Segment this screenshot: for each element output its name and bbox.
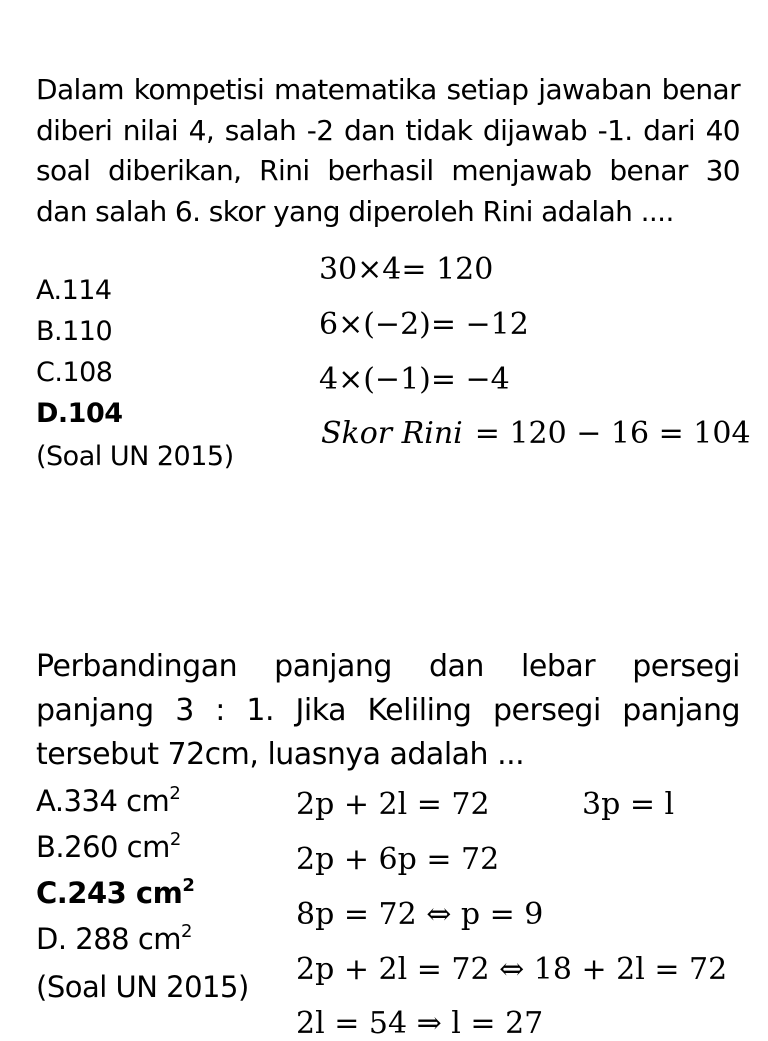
step-1-lhs: 30×4 bbox=[319, 252, 402, 287]
step-3-lhs: 4×(−1) bbox=[319, 362, 431, 397]
problem-2-step-1-side: 3p = l bbox=[582, 787, 675, 822]
problem-1-step-1 bbox=[319, 252, 493, 287]
problem-2-text: Perbandingan panjang dan lebar persegi panjang 3 : 1. Jika Keliling persegi panjang tersebut 72cm, luasnya adalah ... bbox=[36, 649, 740, 772]
problem-2-step-1: 2p + 2l = 72 bbox=[296, 787, 490, 822]
problem-1-option-a: A.114 bbox=[36, 275, 112, 306]
step-2-rhs: = −12 bbox=[430, 307, 529, 342]
problem-1-option-b: B.110 bbox=[36, 316, 113, 347]
problem-2-step-2: 2p + 6p = 72 bbox=[296, 842, 500, 877]
problem-2-step-5: 2l = 54 ⇒ l = 27 bbox=[296, 1006, 544, 1041]
problem-2-option-d: D. 288 $cm^2$ bbox=[36, 921, 192, 956]
step-4-label: Skor Rini bbox=[321, 416, 463, 451]
problem-1-text: Dalam kompetisi matematika setiap jawaban benar diberi nilai 4, salah -2 dan tidak dijawab -1. dari 40 soal diberikan, Rini berhasil menjawab benar 30 dan salah 6. skor yang diperoleh Rini adalah .... bbox=[36, 73, 740, 228]
problem-2-option-b: B.260 $cm^2$ bbox=[36, 829, 181, 864]
problem-2-step-3: 8p = 72 ⇔ p = 9 bbox=[296, 897, 544, 932]
step-4-rhs: = 120 − 16 = 104 bbox=[474, 416, 751, 451]
step-3-rhs: = −4 bbox=[430, 362, 510, 397]
problem-1-option-d-correct: D.104 bbox=[36, 398, 123, 429]
problem-1-step-2 bbox=[319, 307, 529, 342]
step-1-rhs: = 120 bbox=[401, 252, 494, 287]
problem-1-source: (Soal UN 2015) bbox=[36, 441, 234, 472]
problem-2-option-a: A.334 $cm^2$ bbox=[36, 783, 181, 818]
problem-2-step-4: 2p + 2l = 72 ⇔ 18 + 2l = 72 bbox=[296, 952, 728, 987]
problem-1-step-3 bbox=[319, 362, 510, 397]
step-2-lhs: 6×(−2) bbox=[319, 307, 431, 342]
problem-1-step-4 bbox=[321, 416, 751, 451]
problem-2-source: (Soal UN 2015) bbox=[36, 970, 249, 1004]
problem-1-option-c: C.108 bbox=[36, 357, 113, 388]
problem-2-option-c-correct: C.243 $cm^2$ bbox=[36, 875, 195, 910]
